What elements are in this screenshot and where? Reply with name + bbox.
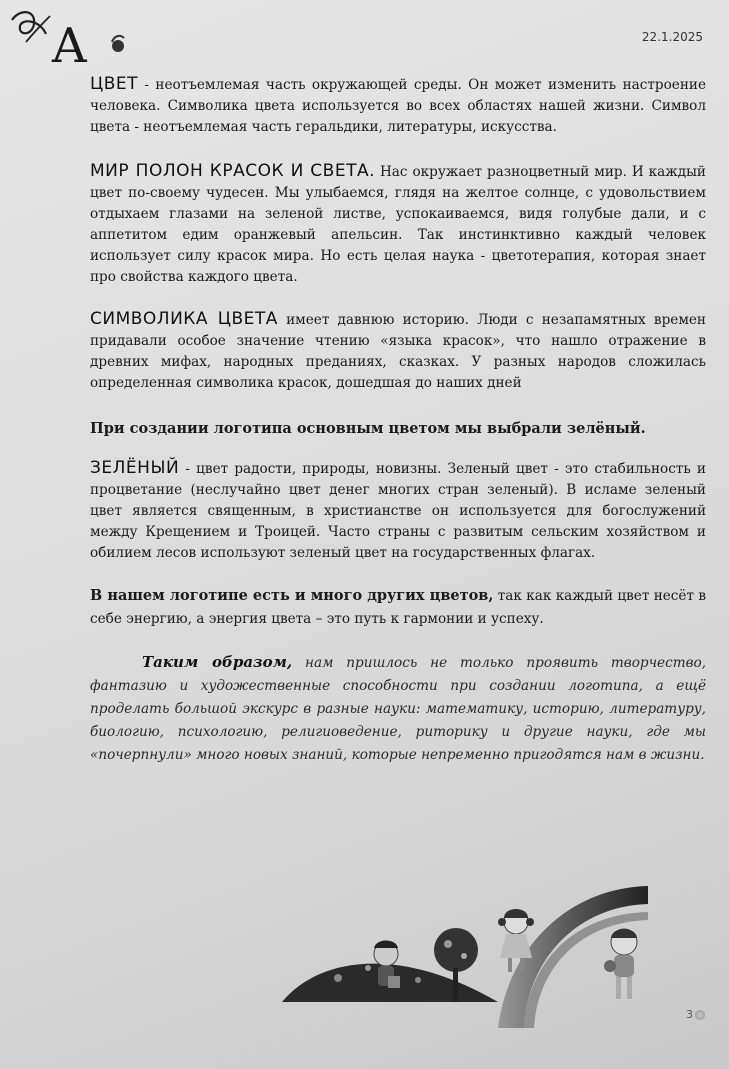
paragraph-text: так как каждый цвет несёт в себе энергию, а энергия цвета – это путь к гармонии и успеху. (90, 588, 706, 627)
paragraph-text: нам пришлось не только проявить творчество, фантазию и художественные способности при создании логотипа, а ещё проделать большой экскурс в разные науки: математику, историю, литературу, биологию, психологию, религиоведение, риторику и другие науки, где мы «почерпнули» много новых знаний, которые непременно пригодятся нам в жизни. (90, 655, 706, 763)
paragraph-text: - неотъемлемая часть окружающей среды. Он может изменить настроение человека. Символика цвета используется во всех областях нашей жизни. Символ цвета - неотъемлемая часть геральдики, литературы, искусства. (90, 77, 706, 135)
paragraph-symbolism (90, 309, 706, 394)
paragraph-conclusion (90, 651, 706, 767)
logo-letter: A (52, 18, 87, 68)
paragraph-text: - цвет радости, природы, новизны. Зеленый цвет - это стабильность и процветание (неслучайно цвет денег многих стран зеленый). В исламе зеленый цвет является священным, в христианстве он используется для богослужений между Крещением и Троицей. Часто страны с развитым сельским хозяйством и обилием лесов используют зеленый цвет на государственных флагах. (90, 461, 706, 561)
page-date: 22.1.2025 (641, 30, 703, 44)
paragraph-lead: Таким образом, (142, 653, 293, 671)
paragraph-lead: ЦВЕТ (90, 74, 138, 94)
paragraph-lead: МИР ПОЛОН КРАСОК И СВЕТА. (90, 161, 376, 181)
paragraph-lead: СИМВОЛИКА ЦВЕТА (90, 309, 278, 329)
paragraph-color (90, 74, 706, 138)
page-dot-icon (695, 1010, 705, 1020)
document-body (90, 74, 706, 781)
logo-main-color-statement: При создании логотипа основным цветом мы выбрали зелёный. (90, 420, 646, 437)
paragraph-green (90, 458, 706, 564)
page-number (686, 1008, 705, 1021)
children-rainbow-illustration (278, 858, 698, 1033)
paragraph-lead: В нашем логотипе есть и много других цветов, (90, 587, 494, 604)
paragraph-world (90, 161, 706, 288)
paragraph-text: имеет давнюю историю. Люди с незапамятных времен придавали особое значение чтению «языка красок», что нашло отражение в древних мифах, народных преданиях, сказках. У разных народов сложилась определенная символика красок, дошедшая до наших дней (90, 312, 706, 391)
paragraph-other-colors (90, 584, 706, 631)
page-number-text: 3 (686, 1008, 693, 1021)
paragraph-lead: ЗЕЛЁНЫЙ (90, 458, 180, 478)
decorative-logo-icon (6, 6, 136, 68)
paragraph-text: Нас окружает разноцветный мир. И каждый цвет по-своему чудесен. Мы улыбаемся, глядя на желтое солнце, с удовольствием отдыхаем глазами на зеленой листве, успокаиваемся, видя голубые дали, и с аппетитом едим оранжевый апельсин. Так инстинктивно каждый человек использует силу красок мира. Но есть целая наука - цветотерапия, которая знает про свойства каждого цвета. (90, 164, 706, 285)
